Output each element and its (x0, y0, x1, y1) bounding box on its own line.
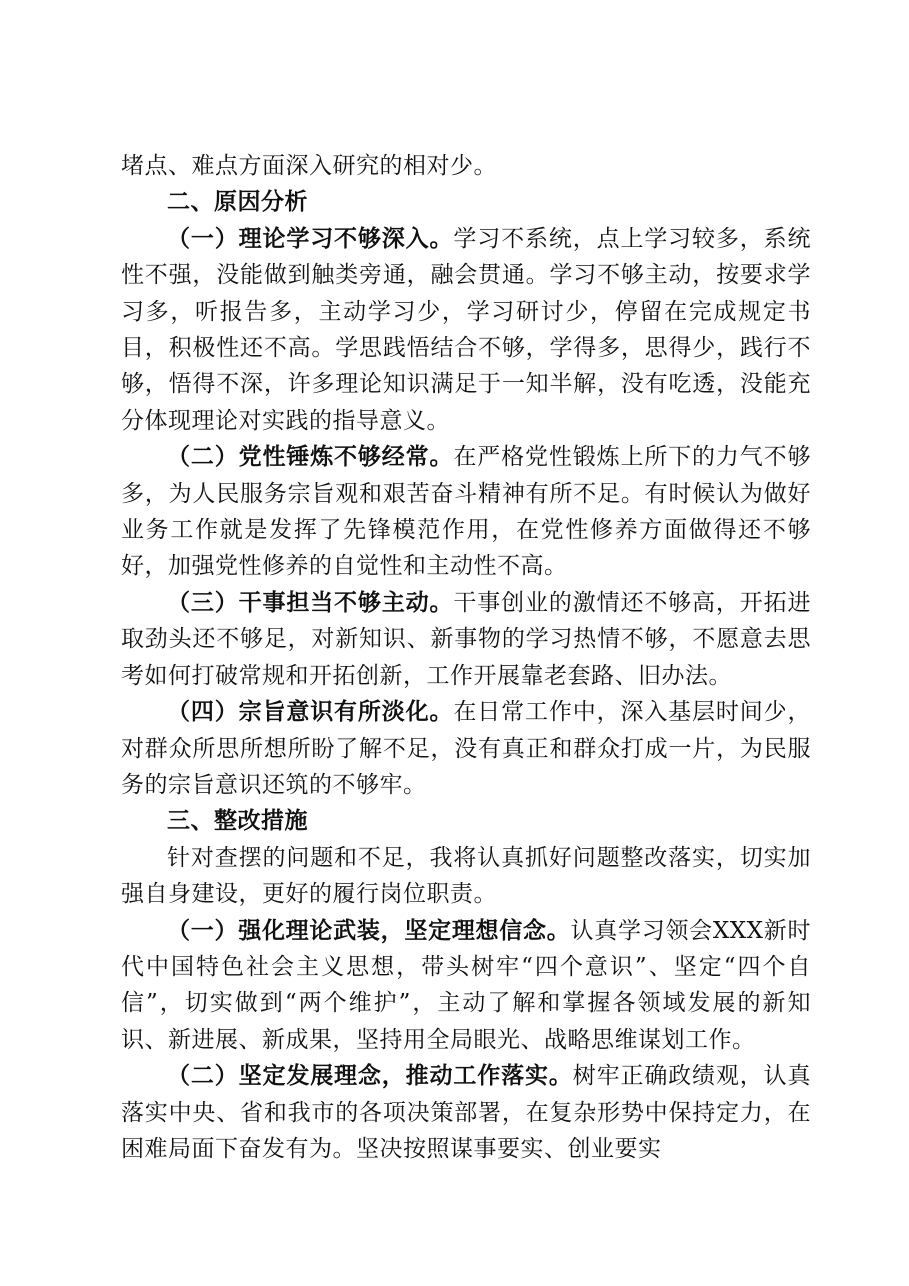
paragraph-theory-study (121, 221, 811, 439)
paragraph-initiative (121, 585, 811, 694)
paragraph-lead: （二）党性锤炼不够经常。 (167, 443, 454, 471)
paragraph-purpose-awareness (121, 694, 811, 803)
paragraph-party-spirit (121, 439, 811, 585)
paragraph-development-concept (121, 1058, 811, 1167)
paragraph-theory-armament (121, 913, 811, 1059)
document-body (121, 148, 811, 1167)
paragraph-lead: （四）宗旨意识有所淡化。 (167, 698, 454, 726)
paragraph-body: 认真学习领会XXX新时代中国特色社会主义思想，带头树牢“四个意识”、坚定“四个自信”，切实做到“两个维护”，主动了解和掌握各领域发展的新知识、新进展、新成果，坚持用全局眼光、战略思维谋划工作。 (121, 917, 812, 1053)
paragraph-body: 在日常工作中，深入基层时间少，对群众所思所想所盼了解不足，没有真正和群众打成一片，为民服务的宗旨意识还筑的不够牢。 (121, 699, 812, 798)
paragraph-lead: （二）坚定发展理念，推动工作落实。 (167, 1062, 573, 1090)
paragraph-lead: （三）干事担当不够主动。 (167, 588, 454, 616)
paragraph-body: 学习不系统，点上学习较多，系统性不强，没能做到触类旁通，融会贯通。学习不够主动，按要求学习多，听报告多，主动学习少，学习研讨少，停留在完成规定书目，积极性还不高。学思践悟结合不够，学得多，思得少，践行不够，悟得不深，许多理论知识满足于一知半解，没有吃透，没能充分体现理论对实践的指导意义。 (121, 225, 812, 434)
section-heading-rectification: 三、整改措施 (167, 807, 308, 835)
paragraph-lead: （一）理论学习不够深入。 (167, 224, 454, 252)
paragraph-body: 在严格党性锻炼上所下的力气不够多，为人民服务宗旨观和艰苦奋斗精神有所不足。有时候认为做好业务工作就是发挥了先锋模范作用，在党性修养方面做得还不够好，加强党性修养的自觉性和主动性不高。 (121, 444, 812, 580)
paragraph-rectification-intro (121, 840, 811, 913)
paragraph-body: 树牢正确政绩观，认真落实中央、省和我市的各项决策部署，在复杂形势中保持定力，在困难局面下奋发有为。坚决按照谋事要实、创业要实 (121, 1063, 812, 1162)
paragraph-continuation (121, 148, 811, 184)
section-heading-cause-analysis: 二、原因分析 (167, 188, 308, 216)
paragraph-body: 针对查摆的问题和不足，我将认真抓好问题整改落实，切实加强自身建设，更好的履行岗位职责。 (121, 844, 811, 908)
paragraph-lead: （一）强化理论武装，坚定理想信念。 (167, 916, 571, 944)
paragraph-body: 干事创业的激情还不够高，开拓进取劲头还不够足，对新知识、新事物的学习热情不够，不愿意去思考如何打破常规和开拓创新，工作开展靠老套路、旧办法。 (121, 589, 812, 689)
paragraph-body: 堵点、难点方面深入研究的相对少。 (121, 153, 497, 179)
